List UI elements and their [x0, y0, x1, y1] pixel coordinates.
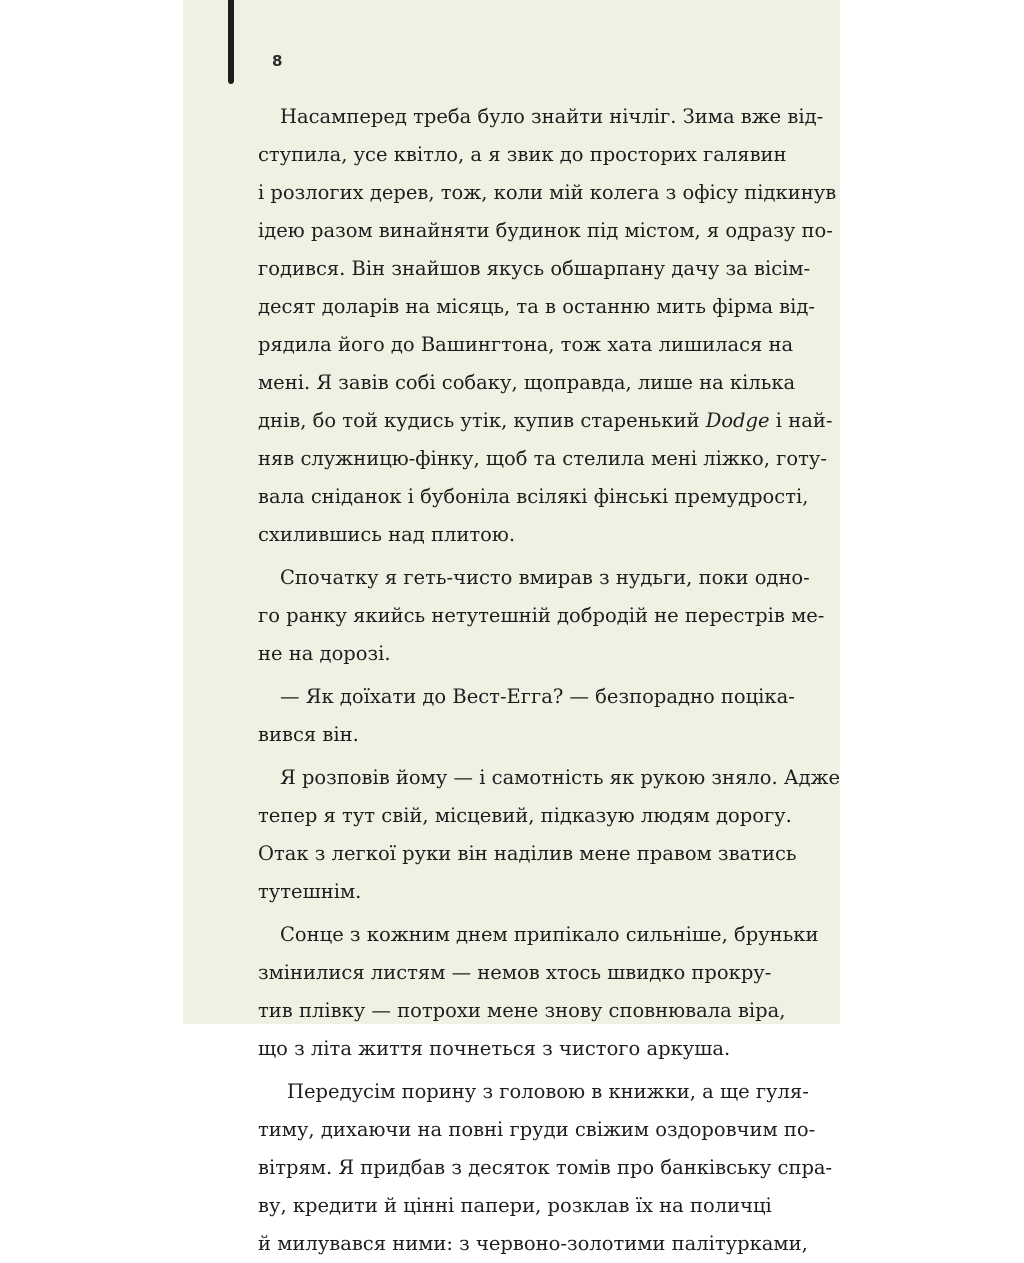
text-line: Насамперед треба було знайти нічліг. Зима вже від- [280, 105, 824, 128]
text-line: — Як доїхати до Вест-Егга? — безпорадно поціка- [280, 685, 795, 708]
paragraph-5 [258, 916, 819, 1068]
text-line: рядила його до Вашингтона, тож хата лишилася на [258, 333, 794, 356]
paragraph-1 [258, 98, 837, 554]
text-line: Я розповів йому — і самотність як рукою зняло. Адже [280, 766, 841, 789]
text-line: вився він. [258, 723, 359, 746]
text-line: змінилися листям — немов хтось швидко прокру- [258, 961, 772, 984]
spine-shadow [228, 0, 234, 84]
paragraph-6 [258, 1073, 833, 1263]
page-number: 8 [272, 52, 283, 70]
text-line: го ранку якийсь нетутешній добродій не перестрів ме- [258, 604, 825, 627]
paragraph-3 [258, 678, 795, 754]
text-line: і розлогих дерев, тож, коли мій колега з офісу підкинув [258, 181, 837, 204]
book-page [183, 0, 841, 1255]
text-line: що з літа життя почнеться з чистого аркуша. [258, 1037, 731, 1060]
text-line: не на дорозі. [258, 642, 391, 665]
text-line: тепер я тут свій, місцевий, підказую людям дорогу. [258, 804, 792, 827]
text-line: Спочатку я геть-чисто вмирав з нудьги, поки одно- [280, 566, 810, 589]
text-line: тив плівку — потрохи мене знову сповнювала віра, [258, 999, 786, 1022]
text-line: мені. Я завів собі собаку, щоправда, лише на кілька [258, 371, 796, 394]
text-line: десят доларів на місяць, та в останню мить фірма від- [258, 295, 815, 318]
text-line: няв служницю-фінку, щоб та стелила мені ліжко, готу- [258, 447, 827, 470]
text-line: тутешнім. [258, 880, 362, 903]
paragraph-2 [258, 559, 825, 673]
text-line: ідею разом винайняти будинок під містом, я одразу по- [258, 219, 833, 242]
text-line: й милувався ними: з червоно-золотими палітурками, [258, 1232, 808, 1255]
text-line: Сонце з кожним днем припікало сильніше, бруньки [280, 923, 819, 946]
text-line: ву, кредити й цінні папери, розклав їх на поличці [258, 1194, 772, 1217]
text-line: ступила, усе квітло, а я звик до просторих галявин [258, 143, 787, 166]
text-line: схилившись над плитою. [258, 523, 516, 546]
text-line: вала сніданок і бубоніла всілякі фінські премудрості, [258, 485, 809, 508]
text-line: Отак з легкої руки він наділив мене правом зватись [258, 842, 797, 865]
text-line: годився. Він знайшов якусь обшарпану дачу за вісім- [258, 257, 811, 280]
italic-word: Dodge [705, 409, 770, 432]
text-line: Передусім порину з головою в книжки, а ще гуля- [287, 1080, 809, 1103]
paragraph-4 [258, 759, 841, 911]
text-line: днів, бо той кудись утік, купив старенький Dodge і най- [258, 409, 833, 432]
body-text [258, 98, 841, 1263]
text-line: вітрям. Я придбав з десяток томів про банківську спра- [258, 1156, 833, 1179]
text-line: тиму, дихаючи на повні груди свіжим оздоровчим по- [258, 1118, 816, 1141]
